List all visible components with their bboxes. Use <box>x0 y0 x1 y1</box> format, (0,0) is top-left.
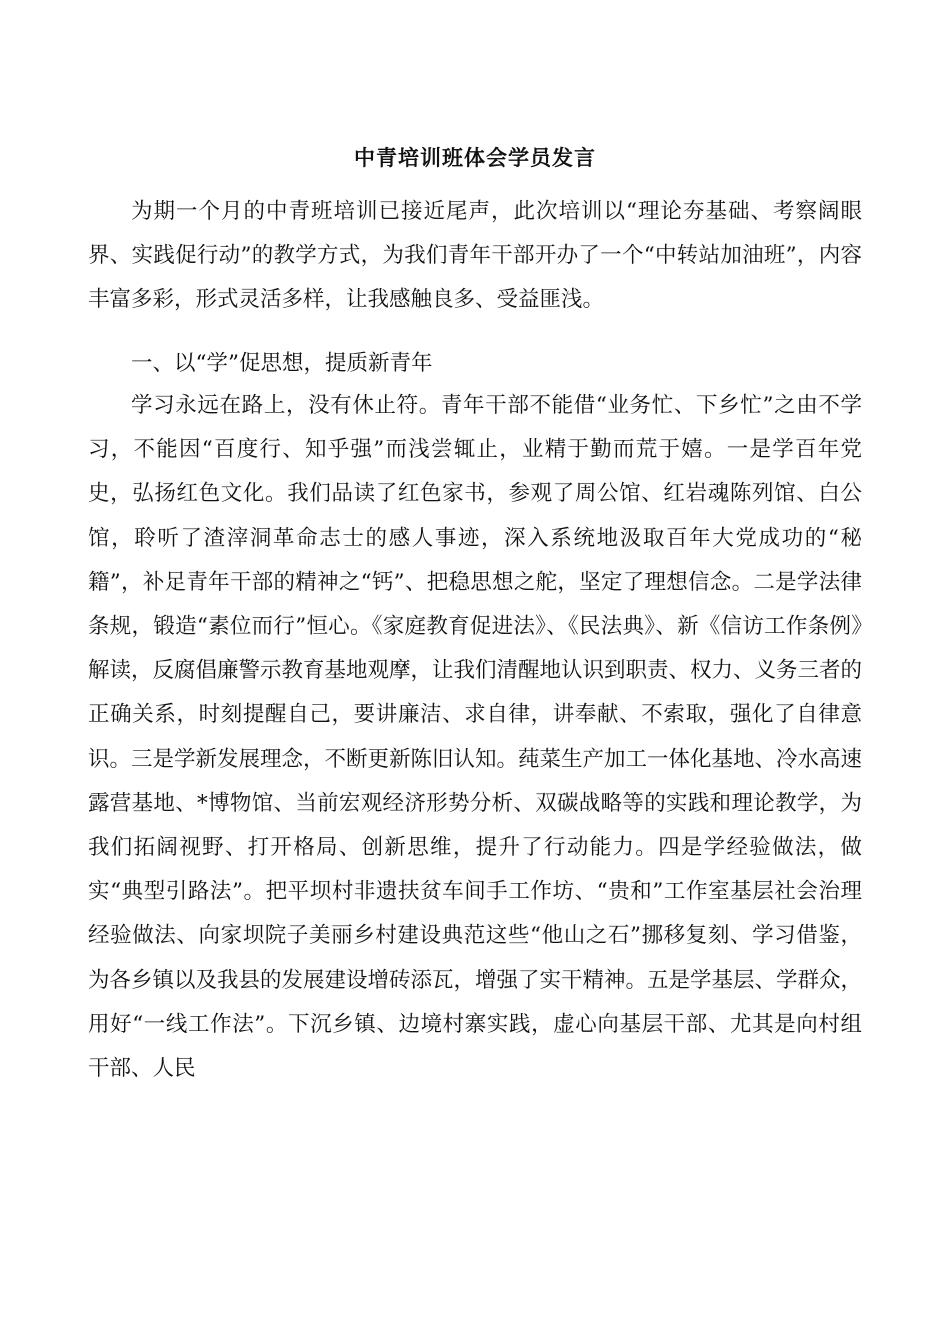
section-heading: 一、以“学”促思想，提质新青年 <box>131 351 433 376</box>
body-paragraph: 学习永远在路上，没有休止符。青年干部不能借“业务忙、下乡忙”之由不学习，不能因“百度行、知乎强”而浅尝辄止，业精于勤而荒于嬉。一是学百年党史，弘扬红色文化。我们品读了红色家书，参观了周公馆、红岩魂陈列馆、白公馆，聆听了渣滓洞革命志士的感人事迹，深入系统地汲取百年大党成功的“秘籍”，补足青年干部的精神之“钙”、把稳思想之舵，坚定了理想信念。二是学法律条规，锻造“素位而行”恒心。《家庭教育促进法》、《民法典》、新《信访工作条例》解读，反腐倡廉警示教育基地观摩，让我们清醒地认识到职责、权力、义务三者的正确关系，时刻提醒自己，要讲廉洁、求自律，讲奉献、不索取，强化了自律意识。三是学新发展理念，不断更新陈旧认知。莼菜生产加工一体化基地、冷水高速露营基地、*博物馆、当前宏观经济形势分析、双碳战略等的实践和理论教学，为我们拓阔视野、打开格局、创新思维，提升了行动能力。四是学经验做法，做实“典型引路法”。把平坝村非遗扶贫车间手工作坊、“贵和”工作室基层社会治理经验做法、向家坝院子美丽乡村建设典范这些“他山之石”挪移复刻、学习借鉴，为各乡镇以及我县的发展建设增砖添瓦，增强了实干精神。五是学基层、学群众，用好“一线工作法”。下沉乡镇、边境村寨实践，虚心向基层干部、尤其是向村组干部、人民 <box>88 393 863 1082</box>
document-title: 中青培训班体会学员发言 <box>354 145 596 170</box>
intro-paragraph: 为期一个月的中青班培训已接近尾声，此次培训以“理论夯基础、考察阔眼界、实践促行动”的教学方式，为我们青年干部开办了一个“中转站加油班”，内容丰富多彩，形式灵活多样，让我感触良多、受益匪浅。 <box>88 199 862 313</box>
